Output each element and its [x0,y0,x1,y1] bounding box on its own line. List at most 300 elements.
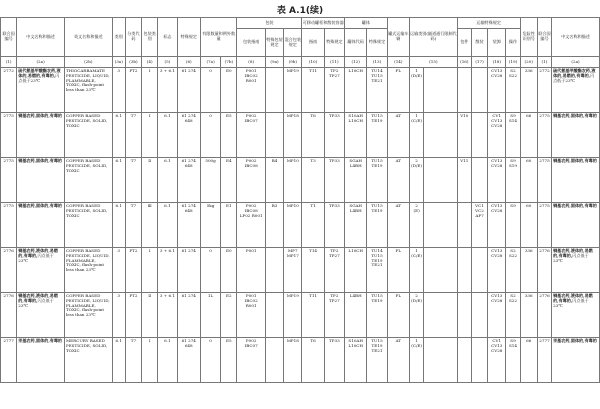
transport-category-spacer [424,203,458,248]
transport-category-cell [409,68,423,113]
en-name-cell: COPPER BASED PESTICIDE, LIQUID, FLAMMABLE, TOXIC, flash-point less than 23℃ [64,248,112,293]
un-number-right-cell: 2776 [537,293,551,338]
special-packing-cell [265,338,283,383]
transport-category-number: 1 [415,338,418,343]
packing-group-cell: Ⅰ [142,248,158,293]
excepted-quantity-cell: E5 [221,338,237,383]
col-num: (18) [488,57,506,68]
labels-cell: 6.1 [158,113,177,158]
packing-group-cell: Ⅰ [142,68,158,113]
hazard-id-cell: 66 [520,338,537,383]
tank-special-cell: TP33 [324,203,344,248]
tank-special-2-cell: TU15 TE19 TE21 [367,338,387,383]
tank-instruction-cell: T14 [302,248,324,293]
limited-quantity-cell: 0 [200,248,220,293]
class-cell: 3 [112,68,125,113]
op-loading-cell: CV13 CV28 [488,158,506,203]
en-name-cell: COPPER BASED PESTICIDE, SOLID, TOXIC [64,113,112,158]
cn-name-text: 铜基农药,固体的,有毒的 [18,113,63,118]
special-packing-cell [265,68,283,113]
col-num: (7b) [221,57,237,68]
col-num: (3a) [112,57,125,68]
vehicle-cell: FL [387,68,409,113]
cn-name-text: 铜基农药,液体的,易燃的,有毒的, [18,248,58,258]
mixed-packing-cell: MP19 [284,68,302,113]
labels-cell: 6.1 [158,338,177,383]
tunnel-code: (D/E) [411,297,423,303]
tunnel-code: (D/E) [411,162,423,168]
header-op-bulk: 散装 [471,29,487,57]
col-num: (2a) [17,57,65,68]
un-number-cell: 2776 [1,293,17,338]
op-operation-cell: S9 [506,203,520,248]
tank-special-2-cell: TU14 TU15 TE19 TE21 [367,248,387,293]
header-vehicle: 罐式运输车辆 [387,18,409,57]
op-bulk-cell [471,338,487,383]
cn-name-right-text: 铜基农药,固体的,有毒的 [553,158,597,163]
cn-name-tail: 闪点低于23℃ [18,252,54,263]
tank-code-cell: L10CH [345,248,367,293]
col-num: (16) [457,57,471,68]
header-mixed-packing: 混合包装规定 [284,29,302,57]
class-code-cell: T7 [125,338,141,383]
limited-quantity-cell: 5kg [200,203,220,248]
cn-name-cell [17,248,65,293]
transport-category-number: 1 [415,248,418,253]
labels-cell: 3 + 6.1 [158,68,177,113]
packing-group-cell: Ⅱ [142,293,158,338]
cn-name-cell [17,293,65,338]
transport-category-cell [409,338,423,383]
cn-name-cell [17,113,65,158]
cn-name-right-tail: 闪点低于23℃ [553,252,589,263]
tank-special-cell: TP2 TP27 [324,293,344,338]
cn-name-cell [17,68,65,113]
op-packages-cell [457,203,471,248]
header-class-code: 分类代码 [125,18,141,57]
col-num: (15) [409,57,457,68]
packing-group-cell: Ⅰ [142,113,158,158]
limited-quantity-cell: 1L [200,293,220,338]
col-num: (3b) [125,57,141,68]
class-code-cell: FT2 [125,293,141,338]
un-number-cell: 2775 [1,113,17,158]
tank-code-cell: SGAH L4BH [345,158,367,203]
packing-instruction-3: R001 [245,77,257,83]
transport-category-cell [409,293,423,338]
op-loading-cell: CV13 CV28 [488,203,506,248]
header-tank-code: 罐体代码 [345,29,367,57]
un-number-cell: 2776 [1,248,17,293]
packing-instruction-1: P001 [245,68,257,73]
excepted-quantity-cell: E0 [221,248,237,293]
tank-instruction-cell: T6 [302,338,324,383]
op-packages-cell: V11 [457,158,471,203]
hazard-id-cell: 60 [520,158,537,203]
special-provisions-cell: 61 274 [177,293,200,338]
tank-special-cell: TP33 [324,338,344,383]
transport-category-number: 1 [415,68,418,73]
col-num: (13) [367,57,387,68]
special-provisions-cell: 61 274 [177,248,200,293]
tunnel-code: (E) [413,207,420,213]
op-bulk-cell [471,68,487,113]
tank-code-cell: S10AH L10CH [345,338,367,383]
transport-category-spacer [424,293,458,338]
header-portable-tank-group: 可移动罐柜和散装容器 [302,18,345,29]
cn-name-tail: 闪点低于23℃ [18,72,60,83]
tunnel-code: (C/E) [411,117,422,123]
tank-instruction-cell: T11 [302,68,324,113]
limited-quantity-cell: 0 [200,338,220,383]
cn-name-text: 铜基农药,固体的,有毒的 [18,158,63,163]
col-num: (5) [158,57,177,68]
class-cell: 6.1 [112,158,125,203]
class-code-cell: T7 [125,158,141,203]
cn-name-right-cell [552,203,600,248]
tunnel-code: (C/E) [411,342,422,348]
table-row [1,203,600,248]
header-un-no-right: 联合国编号 [537,18,551,57]
tank-special-cell: TP2 TP27 [324,68,344,113]
excepted-quantity-cell: E2 [221,293,237,338]
packing-instruction-cell [237,158,265,203]
packing-instruction-1: P001 [245,293,257,298]
class-cell: 6.1 [112,338,125,383]
excepted-quantity-cell: E1 [221,203,237,248]
packing-instruction-2: IBC08 [244,207,258,213]
packing-instruction-1: P002 [245,203,257,208]
special-packing-cell: B3 [265,203,283,248]
transport-category-number: 2 [415,158,418,163]
special-provisions-cell: 61 274 648 [177,158,200,203]
op-loading-cell: CV13 CV28 [488,68,506,113]
op-operation-cell: S2 S22 [506,248,520,293]
tunnel-code: (C/E) [411,252,422,258]
packing-instruction-3: LP02 R001 [239,212,263,218]
transport-category-number: 1 [415,113,418,118]
column-number-row [1,57,600,68]
excepted-quantity-cell: E5 [221,113,237,158]
op-loading-cell: CV1 CV13 CV28 [488,113,506,158]
col-num: (2b) [64,57,112,68]
header-hazard-id: 危险性识别号 [520,18,537,57]
dangerous-goods-table-sheet [0,17,600,407]
header-tank-special-2: 特殊规定 [367,29,387,57]
op-packages-cell [457,68,471,113]
hazard-id-cell: 60 [520,203,537,248]
header-packing-group: 包装类别 [142,18,158,57]
packing-instruction-1: P002 [245,113,257,118]
tank-special-2-cell: TU14 TU15 TE21 [367,68,387,113]
en-name-cell: THIOCARBAMATE PESTICIDE, LIQUID, FLAMMABLE, TOXIC, flash-point less than 23℃ [64,68,112,113]
col-num: (1) [1,57,17,68]
header-tank-special: 特殊规定 [324,29,344,57]
special-provisions-cell: 61 274 [177,68,200,113]
op-operation-cell: S9 S14 [506,113,520,158]
special-provisions-cell: 61 274 648 [177,338,200,383]
col-num: (11) [324,57,344,68]
op-operation-cell: S9 S14 [506,338,520,383]
transport-category-spacer [424,113,458,158]
special-packing-cell [265,293,283,338]
header-op-packages: 包件 [457,29,471,57]
mixed-packing-cell: MP10 [284,158,302,203]
tank-special-cell: TP33 [324,158,344,203]
vehicle-cell: FL [387,293,409,338]
tank-special-2-cell: TU15 TE19 [367,113,387,158]
packing-instruction-1: P002 [245,338,257,343]
packing-instruction-2: IBC07 [244,342,258,348]
class-code-cell: T7 [125,113,141,158]
header-un-no: 联合国编号 [1,18,17,57]
packing-instruction-2: IBC02 [244,297,258,303]
header-cn-name-right: 中文名称和描述 [552,18,600,57]
excepted-quantity-cell: E0 [221,68,237,113]
header-packaging-group: 包装 [237,18,302,29]
col-num: (19) [506,57,520,68]
class-code-cell: T7 [125,203,141,248]
dangerous-goods-table [0,17,600,383]
col-num: (6) [177,57,200,68]
vehicle-cell: AT [387,113,409,158]
cn-name-right-tail: 闪点低于23℃ [553,297,589,308]
tunnel-code: (D/E) [411,72,423,78]
packing-instruction-2: IBC07 [244,117,258,123]
header-road-tank-group: 罐体 [345,18,388,29]
limited-quantity-cell: 500g [200,158,220,203]
transport-category-spacer [424,248,458,293]
transport-category-cell [409,248,423,293]
class-cell: 6.1 [112,113,125,158]
cn-name-cell [17,158,65,203]
cn-name-right-text: 铜基农药,固体的,有毒的 [553,203,597,208]
un-number-right-cell: 2772 [537,68,551,113]
col-num: (1) [537,57,551,68]
col-num: (14) [387,57,409,68]
special-provisions-cell: 61 274 648 [177,113,200,158]
op-bulk-cell [471,158,487,203]
cn-name-cell [17,203,65,248]
cn-name-tail: 闪点低于23℃ [18,297,54,308]
op-loading-cell: CV13 CV28 [488,293,506,338]
table-row [1,68,600,113]
en-name-cell: COPPER BASED PESTICIDE, SOLID, TOXIC [64,158,112,203]
packing-instruction-cell [237,248,265,293]
cn-name-right-text: 硫代氨基甲酸酯农药,液体的,易燃的,有毒的, [553,68,596,78]
col-num: (7a) [200,57,220,68]
mixed-packing-cell: MP18 [284,113,302,158]
class-code-cell: FT2 [125,68,141,113]
col-num: (12) [345,57,367,68]
table-row [1,248,600,293]
class-cell: 3 [112,293,125,338]
vehicle-cell: AT [387,203,409,248]
col-num: (4) [142,57,158,68]
packing-instruction-2: IBC08 [244,162,258,168]
cn-name-right-cell [552,338,600,383]
cn-name-right-cell [552,248,600,293]
un-number-right-cell: 2775 [537,113,551,158]
tank-instruction-cell: T3 [302,158,324,203]
un-number-right-cell: 2777 [537,338,551,383]
cn-name-right-cell [552,113,600,158]
tank-code-cell: L4BH [345,293,367,338]
cn-name-text: 铜基农药,固体的,有毒的 [18,203,63,208]
hazard-id-cell: 336 [520,293,537,338]
op-packages-cell [457,293,471,338]
op-operation-cell: S2 S22 [506,293,520,338]
table-header [1,18,600,68]
op-bulk-cell [471,293,487,338]
cn-name-right-text: 汞基农药,固体的,有毒的 [553,338,597,343]
header-op-operation: 操作 [506,29,520,57]
header-en-name: 英文名称和描述 [64,18,112,57]
header-class: 类别 [112,18,125,57]
un-number-right-cell: 2776 [537,248,551,293]
class-code-cell: FT2 [125,248,141,293]
labels-cell: 6.1 [158,158,177,203]
special-provisions-cell: 61 274 648 [177,203,200,248]
cn-name-text: 硫代氨基甲酸酯农药,液体的,易燃的,有毒的, [18,68,61,78]
un-number-cell: 2777 [1,338,17,383]
tank-special-2-cell: TU15 TE19 [367,203,387,248]
packing-instruction-3: R001 [245,302,257,308]
col-num: (2a) [552,57,600,68]
col-num: (10) [302,57,324,68]
transport-category-spacer [424,338,458,383]
cn-name-right-text: 铜基农药,固体的,有毒的 [553,113,597,118]
tank-code-cell: SGAH L4BH [345,203,367,248]
packing-instruction-1: P001 [245,248,257,253]
transport-category-spacer [424,68,458,113]
limited-quantity-cell: 0 [200,68,220,113]
tank-instruction-cell: T1 [302,203,324,248]
special-packing-cell [265,248,283,293]
special-packing-cell [265,113,283,158]
tank-code-cell: L10CH [345,68,367,113]
table-row [1,158,600,203]
cn-name-cell [17,338,65,383]
header-limited-quantity: 有限数量和例外数量 [200,18,237,57]
cn-name-right-cell [552,158,600,203]
cn-name-right-text: 铜基农药,液体的,易燃的,有毒的, [553,248,593,258]
labels-cell: 6.1 [158,203,177,248]
mixed-packing-cell: MP19 [284,293,302,338]
packing-group-cell: Ⅱ [142,158,158,203]
table-row [1,293,600,338]
cn-name-right-text: 铜基农药,液体的,易燃的,有毒的, [553,293,593,303]
op-operation-cell: S2 S22 [506,68,520,113]
labels-cell: 3 + 6.1 [158,248,177,293]
packing-instruction-cell [237,338,265,383]
header-labels: 标志 [158,18,177,57]
op-loading-cell: CV13 CV28 [488,248,506,293]
tank-special-cell: TP2 TP27 [324,248,344,293]
tank-instruction-cell: T6 [302,113,324,158]
transport-category-cell [409,158,423,203]
op-loading-cell: CV1 CV13 CV28 [488,338,506,383]
excepted-quantity-cell: E4 [221,158,237,203]
header-tank-instruction: 指南 [302,29,324,57]
packing-instruction-1: P002 [245,158,257,163]
packing-instruction-cell [237,293,265,338]
tank-instruction-cell: T11 [302,293,324,338]
cn-name-text: 铜基农药,液体的,易燃的,有毒的, [18,293,58,303]
table-caption: 表 A.1(续) [276,6,324,16]
un-number-cell: 2772 [1,68,17,113]
transport-category-spacer [424,158,458,203]
packing-instruction-cell [237,203,265,248]
labels-cell: 3 + 6.1 [158,293,177,338]
transport-category-cell [409,203,423,248]
tank-special-2-cell: TU15 TE19 [367,293,387,338]
transport-category-number: 2 [415,203,418,208]
col-num: (17) [471,57,487,68]
en-name-cell: COPPER BASED PESTICIDE, SOLID, TOXIC [64,203,112,248]
col-num: (9b) [284,57,302,68]
special-packing-cell: B4 [265,158,283,203]
mixed-packing-cell: MP18 [284,338,302,383]
tank-special-2-cell: TU15 TE19 [367,158,387,203]
header-special-provisions: 特殊规定 [177,18,200,57]
mixed-packing-cell: MP7 MP17 [284,248,302,293]
col-num: (9a) [265,57,283,68]
hazard-id-cell: 336 [520,68,537,113]
header-op-loading: 装卸 [488,29,506,57]
en-name-cell: MERCURY BASED PESTICIDE, SOLID, TOXIC [64,338,112,383]
transport-category-number: 2 [415,293,418,298]
hazard-id-cell: 336 [520,248,537,293]
class-cell: 6.1 [112,203,125,248]
un-number-right-cell: 2775 [537,203,551,248]
class-cell: 3 [112,248,125,293]
packing-instruction-cell [237,113,265,158]
header-transport-category: 运输类别(隧道通行限制代码) [409,18,457,57]
table-body [1,68,600,383]
packing-group-cell: Ⅰ [142,338,158,383]
op-packages-cell [457,338,471,383]
op-operation-cell: S9 S19 [506,158,520,203]
un-number-cell: 2775 [1,158,17,203]
cn-name-right-cell [552,293,600,338]
packing-instruction-cell [237,68,265,113]
op-bulk-cell: VC1 VC2 AP7 [471,203,487,248]
vehicle-cell: AT [387,158,409,203]
col-num: (8) [237,57,265,68]
op-packages-cell: V10 [457,113,471,158]
limited-quantity-cell: 0 [200,113,220,158]
header-cn-name: 中文名称和描述 [17,18,65,57]
col-num: (20) [520,57,537,68]
header-special-packing: 特殊包装规定 [265,29,283,57]
tank-code-cell: S10AH L10CH [345,113,367,158]
transport-category-cell [409,113,423,158]
mixed-packing-cell: MP10 [284,203,302,248]
header-packing-instruction: 包装指南 [237,29,265,57]
un-number-cell: 2775 [1,203,17,248]
cn-name-right-tail: 闪点低于23℃ [553,72,595,83]
vehicle-cell: FL [387,248,409,293]
en-name-cell: COPPER BASED PESTICIDE, LIQUID, FLAMMABLE, TOXIC, flash-point less than 23℃ [64,293,112,338]
op-bulk-cell [471,113,487,158]
table-row [1,113,600,158]
op-packages-cell [457,248,471,293]
tank-special-cell: TP33 [324,113,344,158]
table-row [1,338,600,383]
un-number-right-cell: 2775 [537,158,551,203]
cn-name-text: 汞基农药,固体的,有毒的 [18,338,63,343]
